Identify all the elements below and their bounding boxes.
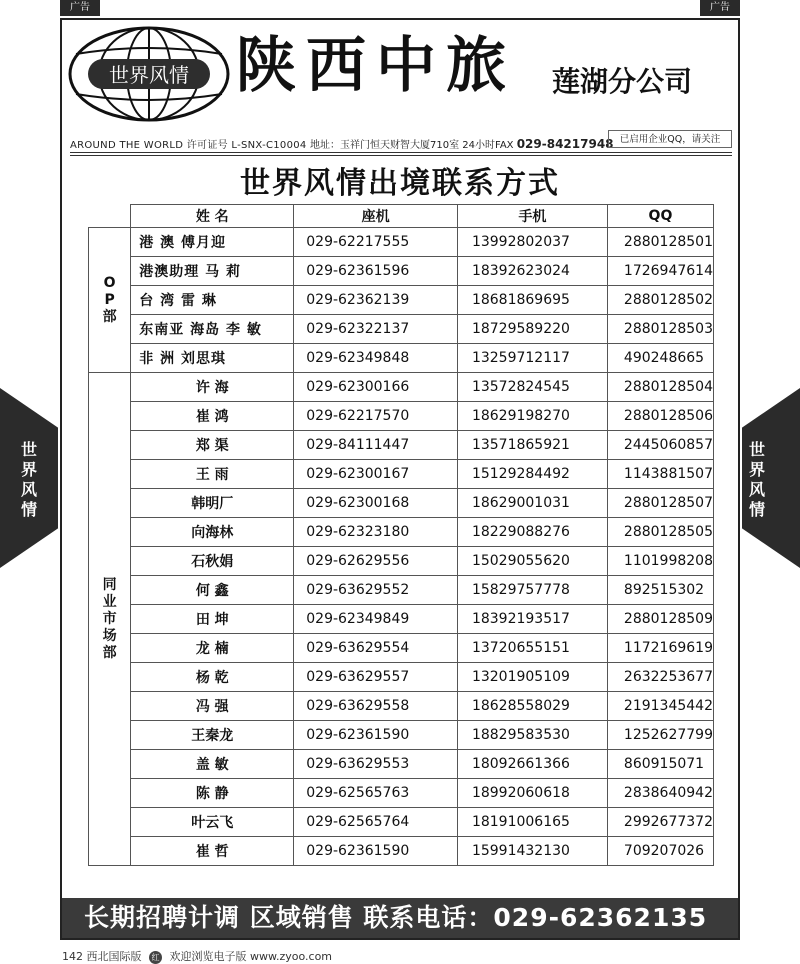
qq-number: 2880128504 (607, 373, 713, 402)
landline-number: 029-62361590 (294, 837, 458, 866)
mobile-number: 13720655151 (457, 634, 607, 663)
dept-label-text: 同业市场部 (102, 576, 117, 661)
contact-name: 崔 哲 (131, 837, 294, 866)
red-badge-icon: 红 (149, 951, 162, 964)
table-row (89, 576, 714, 605)
mobile-number: 18392193517 (457, 605, 607, 634)
landline-number: 029-62217555 (294, 228, 458, 257)
table-row (89, 257, 714, 286)
table-row (89, 837, 714, 866)
landline-number: 029-62362139 (294, 286, 458, 315)
qq-number: 2880128506 (607, 402, 713, 431)
qq-number: 2880128505 (607, 518, 713, 547)
corner-tab-left: 广告 (60, 0, 100, 16)
mobile-number: 15829757778 (457, 576, 607, 605)
dept-header-cell (89, 205, 131, 228)
qq-number: 2838640942 (607, 779, 713, 808)
landline-number: 029-63629557 (294, 663, 458, 692)
mobile-number: 13201905109 (457, 663, 607, 692)
mobile-number: 13571865921 (457, 431, 607, 460)
table-row (89, 431, 714, 460)
landline-number: 029-63629554 (294, 634, 458, 663)
dept-label (89, 228, 131, 373)
op-dept-rows (89, 228, 714, 373)
table-row (89, 344, 714, 373)
table-row (89, 605, 714, 634)
logo-text: 世界风情 (109, 63, 189, 87)
mobile-number: 18681869695 (457, 286, 607, 315)
mobile-number: 13259712117 (457, 344, 607, 373)
header-divider-2 (70, 155, 732, 156)
table-row (89, 750, 714, 779)
contact-name: 港澳助理 马 莉 (131, 257, 294, 286)
contact-name: 杨 乾 (131, 663, 294, 692)
contact-name: 何 鑫 (131, 576, 294, 605)
contact-name: 郑 渠 (131, 431, 294, 460)
brand-name: 陕西中旅 (236, 31, 516, 101)
contact-name: 田 坤 (131, 605, 294, 634)
contact-name: 盖 敏 (131, 750, 294, 779)
table-row (89, 663, 714, 692)
landline-number: 029-62300168 (294, 489, 458, 518)
landline-number: 029-62565764 (294, 808, 458, 837)
qq-number: 2880128507 (607, 489, 713, 518)
contact-name: 冯 强 (131, 692, 294, 721)
mobile-header: 手机 (457, 205, 607, 228)
qq-number: 2445060857 (607, 431, 713, 460)
page-number: 142 (62, 950, 83, 963)
table-header-row (89, 205, 714, 228)
qq-number: 709207026 (607, 837, 713, 866)
landline-number: 029-63629558 (294, 692, 458, 721)
mobile-number: 18829583530 (457, 721, 607, 750)
contact-name: 龙 楠 (131, 634, 294, 663)
qq-number: 1252627799 (607, 721, 713, 750)
qq-number: 1172169619 (607, 634, 713, 663)
qq-number: 2880128502 (607, 286, 713, 315)
qq-number: 2191345442 (607, 692, 713, 721)
qq-number: 2880128501 (607, 228, 713, 257)
table-row (89, 721, 714, 750)
qq-number: 892515302 (607, 576, 713, 605)
tagline-license: AROUND THE WORLD 许可证号 L-SNX-C10004 (70, 140, 307, 151)
branch-name: 莲湖分公司 (552, 65, 693, 98)
landline-number: 029-62629556 (294, 547, 458, 576)
page-footer (62, 948, 332, 964)
address-line (310, 136, 614, 151)
qq-number: 2880128503 (607, 315, 713, 344)
qq-number: 2880128509 (607, 605, 713, 634)
contact-name: 韩明厂 (131, 489, 294, 518)
corner-tab-right: 广告 (700, 0, 740, 16)
table-row (89, 373, 714, 402)
mobile-number: 18092661366 (457, 750, 607, 779)
contact-name: 崔 鸿 (131, 402, 294, 431)
landline-number: 029-62361596 (294, 257, 458, 286)
landline-header: 座机 (294, 205, 458, 228)
edition-name: 西北国际版 (86, 950, 142, 963)
table-row (89, 779, 714, 808)
side-tab-right-text: 世界风情 (748, 440, 765, 519)
landline-number: 029-62217570 (294, 402, 458, 431)
table-row (89, 692, 714, 721)
qq-number: 1143881507 (607, 460, 713, 489)
landline-number: 029-62349848 (294, 344, 458, 373)
contact-name: 东南亚 海岛 李 敏 (131, 315, 294, 344)
contact-name: 王秦龙 (131, 721, 294, 750)
qq-number: 490248665 (607, 344, 713, 373)
name-header: 姓 名 (131, 205, 294, 228)
qq-number: 1726947614 (607, 257, 713, 286)
table-row (89, 808, 714, 837)
mobile-number: 18191006165 (457, 808, 607, 837)
mobile-number: 18628558029 (457, 692, 607, 721)
qq-header: QQ (607, 205, 713, 228)
table-row (89, 518, 714, 547)
landline-number: 029-62322137 (294, 315, 458, 344)
table-row (89, 547, 714, 576)
globe-logo-icon (68, 26, 230, 122)
landline-number: 029-62565763 (294, 779, 458, 808)
contact-name: 许 海 (131, 373, 294, 402)
mobile-number: 15991432130 (457, 837, 607, 866)
landline-number: 029-62349849 (294, 605, 458, 634)
landline-number: 029-62300166 (294, 373, 458, 402)
mobile-number: 13572824545 (457, 373, 607, 402)
dept-label-text: OP部 (102, 274, 117, 325)
table-row (89, 402, 714, 431)
mobile-number: 15129284492 (457, 460, 607, 489)
contact-table (88, 204, 714, 866)
mobile-number: 18629001031 (457, 489, 607, 518)
mobile-number: 18629198270 (457, 402, 607, 431)
landline-number: 029-63629553 (294, 750, 458, 779)
trade-dept-rows (89, 373, 714, 866)
mobile-number: 13992802037 (457, 228, 607, 257)
fax-number: 029-84217948 (516, 137, 614, 151)
qq-number: 860915071 (607, 750, 713, 779)
qq-number: 2992677372 (607, 808, 713, 837)
table-row (89, 634, 714, 663)
contact-name: 非 洲 刘思琪 (131, 344, 294, 373)
landline-number: 029-84111447 (294, 431, 458, 460)
qq-notice: 已启用企业QQ，请关注 (608, 130, 732, 148)
contact-name: 叶云飞 (131, 808, 294, 837)
landline-number: 029-62361590 (294, 721, 458, 750)
dept-label (89, 373, 131, 866)
footer-website: 欢迎浏览电子版 www.zyoo.com (169, 950, 333, 963)
contact-name: 陈 静 (131, 779, 294, 808)
table-row (89, 286, 714, 315)
contact-name: 台 湾 雷 琳 (131, 286, 294, 315)
address-text: 地址：玉祥门恒天财智大厦710室 24小时FAX (310, 140, 514, 151)
header-divider (70, 152, 732, 153)
contact-name: 石秋娟 (131, 547, 294, 576)
table-row (89, 228, 714, 257)
contact-name: 王 雨 (131, 460, 294, 489)
mobile-number: 18229088276 (457, 518, 607, 547)
mobile-number: 18729589220 (457, 315, 607, 344)
qq-number: 2632253677 (607, 663, 713, 692)
page-title: 世界风情出境联系方式 (240, 166, 560, 201)
mobile-number: 15029055620 (457, 547, 607, 576)
mobile-number: 18992060618 (457, 779, 607, 808)
landline-number: 029-62300167 (294, 460, 458, 489)
contact-name: 向海林 (131, 518, 294, 547)
contact-name: 港 澳 傅月迎 (131, 228, 294, 257)
qq-number: 1101998208 (607, 547, 713, 576)
landline-number: 029-63629552 (294, 576, 458, 605)
table-row (89, 460, 714, 489)
landline-number: 029-62323180 (294, 518, 458, 547)
recruitment-banner: 长期招聘计调 区域销售 联系电话：029-62362135 (62, 898, 738, 938)
mobile-number: 18392623024 (457, 257, 607, 286)
side-tab-left-text: 世界风情 (20, 440, 37, 519)
table-row (89, 489, 714, 518)
table-row (89, 315, 714, 344)
